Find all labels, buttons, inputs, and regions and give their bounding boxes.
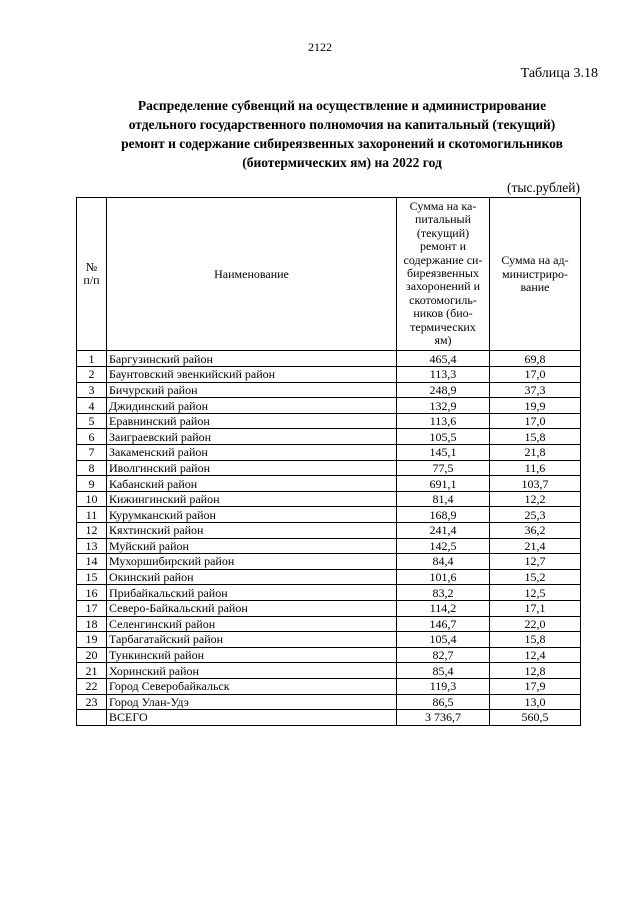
row-name: Селенгинский район — [107, 616, 397, 632]
table-body — [77, 351, 581, 725]
table-row — [77, 569, 581, 585]
row-name: Муйский район — [107, 538, 397, 554]
row-capital-sum: 86,5 — [397, 694, 490, 710]
row-name: Кяхтинский район — [107, 523, 397, 539]
row-number: 9 — [77, 476, 107, 492]
header-line: вание — [520, 279, 550, 294]
title-line: (биотермических ям) на 2022 год — [242, 155, 442, 170]
header-capital-sum — [397, 198, 490, 351]
table-row — [77, 616, 581, 632]
row-name: Еравнинский район — [107, 413, 397, 429]
row-number: 10 — [77, 491, 107, 507]
row-number: 12 — [77, 523, 107, 539]
table-row — [77, 351, 581, 367]
header-admin-sum — [490, 198, 581, 351]
row-name: Окинский район — [107, 569, 397, 585]
row-admin-sum: 12,7 — [490, 554, 581, 570]
row-admin-sum: 36,2 — [490, 523, 581, 539]
row-capital-sum: 241,4 — [397, 523, 490, 539]
row-capital-sum: 465,4 — [397, 351, 490, 367]
row-admin-sum: 12,8 — [490, 663, 581, 679]
row-name: Мухоршибирский район — [107, 554, 397, 570]
row-capital-sum: 77,5 — [397, 460, 490, 476]
header-number — [77, 198, 107, 351]
row-admin-sum: 37,3 — [490, 382, 581, 398]
row-admin-sum: 22,0 — [490, 616, 581, 632]
row-number: 16 — [77, 585, 107, 601]
header-name: Наименование — [107, 198, 397, 351]
row-capital-sum: 142,5 — [397, 538, 490, 554]
row-name: Город Улан-Удэ — [107, 694, 397, 710]
row-name: Тункинский район — [107, 647, 397, 663]
row-admin-sum: 560,5 — [490, 710, 581, 726]
row-number: 14 — [77, 554, 107, 570]
row-capital-sum: 81,4 — [397, 491, 490, 507]
table-row — [77, 491, 581, 507]
table-header-row — [77, 198, 581, 351]
row-capital-sum: 113,6 — [397, 413, 490, 429]
row-name: Бичурский район — [107, 382, 397, 398]
row-capital-sum: 114,2 — [397, 600, 490, 616]
row-number: 17 — [77, 600, 107, 616]
row-name: Баргузинский район — [107, 351, 397, 367]
table-row — [77, 647, 581, 663]
row-admin-sum: 15,8 — [490, 429, 581, 445]
row-number: 6 — [77, 429, 107, 445]
row-name: Баунтовский эвенкийский район — [107, 367, 397, 383]
table-row — [77, 554, 581, 570]
row-name: Северо-Байкальский район — [107, 600, 397, 616]
row-admin-sum: 17,0 — [490, 367, 581, 383]
row-name: Кабанский район — [107, 476, 397, 492]
row-name: Кижингинский район — [107, 491, 397, 507]
row-number: 22 — [77, 678, 107, 694]
header-line: ремонт и — [419, 239, 466, 254]
row-admin-sum: 103,7 — [490, 476, 581, 492]
table-row — [77, 663, 581, 679]
header-line: питальный — [414, 212, 472, 227]
title-line: Распределение субвенций на осуществление и администрирование — [137, 98, 547, 113]
row-admin-sum: 17,0 — [490, 413, 581, 429]
row-number: 2 — [77, 367, 107, 383]
row-number: 23 — [77, 694, 107, 710]
row-capital-sum: 146,7 — [397, 616, 490, 632]
title-line: отдельного государственного полномочия на капитальный (текущий) — [128, 117, 556, 132]
header-line: ников (био- — [413, 306, 473, 321]
table-row — [77, 600, 581, 616]
header-line: (текущий) — [416, 225, 470, 240]
row-capital-sum: 168,9 — [397, 507, 490, 523]
table-row — [77, 538, 581, 554]
row-admin-sum: 15,2 — [490, 569, 581, 585]
row-admin-sum: 21,8 — [490, 445, 581, 461]
table-row — [77, 460, 581, 476]
row-name: Закаменский район — [107, 445, 397, 461]
row-name: Иволгинский район — [107, 460, 397, 476]
row-capital-sum: 145,1 — [397, 445, 490, 461]
row-capital-sum: 691,1 — [397, 476, 490, 492]
row-capital-sum: 113,3 — [397, 367, 490, 383]
row-admin-sum: 25,3 — [490, 507, 581, 523]
header-line: п/п — [83, 273, 100, 288]
row-capital-sum: 132,9 — [397, 398, 490, 414]
header-line: ям) — [434, 333, 452, 348]
units-label: (тыс.рублей) — [507, 180, 580, 195]
row-name: Хоринский район — [107, 663, 397, 679]
document-title — [72, 96, 612, 172]
row-number: 4 — [77, 398, 107, 414]
row-capital-sum: 105,5 — [397, 429, 490, 445]
row-admin-sum: 12,2 — [490, 491, 581, 507]
table-row — [77, 678, 581, 694]
row-capital-sum: 83,2 — [397, 585, 490, 601]
row-number: 1 — [77, 351, 107, 367]
header-line: № — [85, 259, 98, 274]
row-number: 15 — [77, 569, 107, 585]
row-number: 21 — [77, 663, 107, 679]
row-admin-sum: 17,1 — [490, 600, 581, 616]
table-row — [77, 398, 581, 414]
header-line: биреязвенных — [407, 266, 479, 281]
row-number: 19 — [77, 632, 107, 648]
row-name: Заиграевский район — [107, 429, 397, 445]
table-row — [77, 429, 581, 445]
row-capital-sum: 105,4 — [397, 632, 490, 648]
header-line: содержание си- — [403, 252, 483, 267]
row-admin-sum: 11,6 — [490, 460, 581, 476]
row-admin-sum: 12,5 — [490, 585, 581, 601]
row-capital-sum: 85,4 — [397, 663, 490, 679]
table-row — [77, 367, 581, 383]
row-admin-sum: 69,8 — [490, 351, 581, 367]
row-capital-sum: 84,4 — [397, 554, 490, 570]
table-row — [77, 585, 581, 601]
total-row — [77, 710, 581, 726]
table-label: Таблица 3.18 — [520, 66, 598, 81]
header-line: захоронений и — [405, 279, 481, 294]
header-line: министриро- — [502, 266, 568, 281]
row-capital-sum: 119,3 — [397, 678, 490, 694]
row-number: 5 — [77, 413, 107, 429]
table-row — [77, 507, 581, 523]
row-number: 3 — [77, 382, 107, 398]
table-row — [77, 445, 581, 461]
row-number: 11 — [77, 507, 107, 523]
table-row — [77, 632, 581, 648]
row-name: Тарбагатайский район — [107, 632, 397, 648]
row-name: Джидинский район — [107, 398, 397, 414]
row-name: ВСЕГО — [107, 710, 397, 726]
header-line: термических — [410, 319, 476, 334]
table-row — [77, 382, 581, 398]
subventions-table — [76, 197, 581, 726]
row-capital-sum: 82,7 — [397, 647, 490, 663]
row-name: Город Северобайкальск — [107, 678, 397, 694]
row-capital-sum: 101,6 — [397, 569, 490, 585]
header-line: скотомогиль- — [409, 292, 477, 307]
row-number: 8 — [77, 460, 107, 476]
table-row — [77, 523, 581, 539]
row-admin-sum: 12,4 — [490, 647, 581, 663]
row-number: 20 — [77, 647, 107, 663]
page-number: 2122 — [308, 40, 332, 54]
header-line: Сумма на ка- — [409, 199, 477, 213]
row-name: Курумканский район — [107, 507, 397, 523]
row-number: 7 — [77, 445, 107, 461]
row-admin-sum: 19,9 — [490, 398, 581, 414]
row-capital-sum: 248,9 — [397, 382, 490, 398]
row-number — [77, 710, 107, 726]
row-capital-sum: 3 736,7 — [397, 710, 490, 726]
row-name: Прибайкальский район — [107, 585, 397, 601]
table-row — [77, 476, 581, 492]
row-admin-sum: 13,0 — [490, 694, 581, 710]
table-row — [77, 694, 581, 710]
header-line: Сумма на ад- — [501, 253, 569, 268]
row-admin-sum: 15,8 — [490, 632, 581, 648]
row-number: 18 — [77, 616, 107, 632]
row-admin-sum: 17,9 — [490, 678, 581, 694]
title-line: ремонт и содержание сибиреязвенных захоронений и скотомогильников — [121, 136, 563, 151]
row-admin-sum: 21,4 — [490, 538, 581, 554]
row-number: 13 — [77, 538, 107, 554]
table-row — [77, 413, 581, 429]
